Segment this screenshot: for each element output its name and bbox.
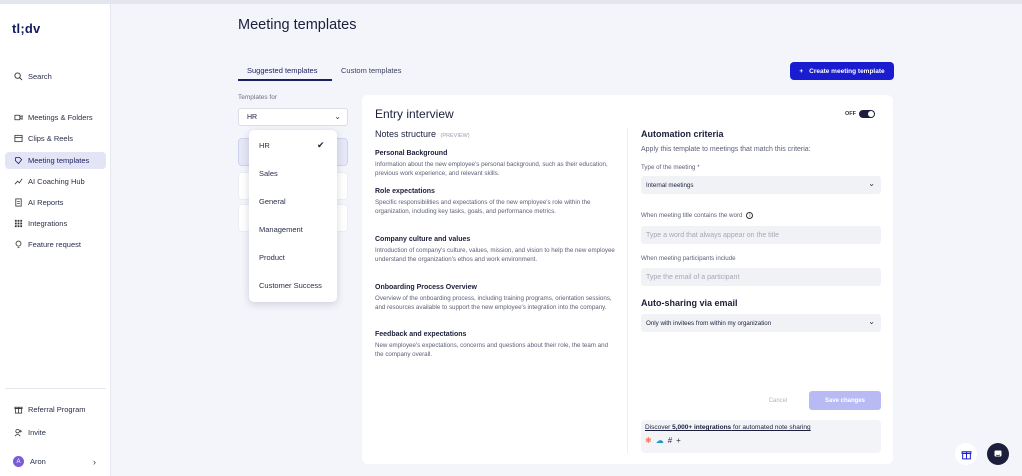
active-tab-indicator xyxy=(238,79,332,81)
toggle-switch[interactable] xyxy=(859,110,875,118)
title-contains-text: When meeting title contains the word xyxy=(641,212,743,219)
section-heading: Onboarding Process Overview xyxy=(375,284,477,291)
chevron-down-icon: ⌄ xyxy=(868,179,875,188)
integration-icons xyxy=(645,436,681,445)
sidebar-item-reports[interactable] xyxy=(5,194,106,211)
save-changes-button[interactable]: Save changes xyxy=(809,391,881,410)
title-contains-input[interactable]: Type a word that always appear on the title xyxy=(641,226,881,244)
sidebar-item-label: Feature request xyxy=(28,240,81,249)
template-toggle[interactable] xyxy=(845,110,875,118)
page-title: Meeting templates xyxy=(238,17,357,33)
create-template-button[interactable] xyxy=(790,62,894,80)
bulb-icon xyxy=(13,240,23,250)
clips-icon xyxy=(13,134,23,144)
chart-icon xyxy=(13,177,23,187)
sidebar-item-integrations[interactable] xyxy=(5,215,106,232)
user-name: Aron xyxy=(30,457,46,466)
sidebar-item-label: Meetings & Folders xyxy=(28,113,93,122)
sidebar-divider xyxy=(5,388,106,389)
report-icon xyxy=(13,198,23,208)
notes-structure-label: Notes structure xyxy=(375,129,437,139)
automation-subtitle: Apply this template to meetings that match this criteria: xyxy=(641,146,811,153)
meeting-type-label: Type of the meeting * xyxy=(641,164,700,171)
dropdown-option-hr[interactable]: HR xyxy=(259,141,270,150)
gift-icon[interactable] xyxy=(955,443,977,465)
auto-sharing-title: Auto-sharing via email xyxy=(641,298,738,308)
info-icon[interactable]: i xyxy=(746,212,753,219)
meeting-type-select[interactable] xyxy=(641,176,881,194)
sidebar-item-label: Referral Program xyxy=(28,405,86,414)
cancel-button[interactable]: Cancel xyxy=(768,397,788,404)
sidebar-item-label: Invite xyxy=(28,428,46,437)
chevron-right-icon: › xyxy=(93,456,96,467)
automation-title: Automation criteria xyxy=(641,129,724,139)
notes-structure-title xyxy=(375,129,470,139)
section-body: Specific responsibilities and expectations of the new employee's role within the organization, including key tasks, goals, and performance metrics. xyxy=(375,199,591,215)
chevron-down-icon: ⌄ xyxy=(334,112,341,121)
video-icon xyxy=(13,113,23,123)
chevron-down-icon: ⌄ xyxy=(868,317,875,326)
sidebar-item-label: Meeting templates xyxy=(28,156,90,165)
templates-for-select[interactable] xyxy=(238,108,348,126)
checkmark-icon: ✔ xyxy=(317,140,325,150)
dropdown-option-customer-success[interactable]: Customer Success xyxy=(259,281,322,290)
templates-for-label: Templates for xyxy=(238,94,278,101)
section-body: Information about the new employee's personal background, such as their education, previous work experience, and relevant skills. xyxy=(375,161,608,177)
search-label: Search xyxy=(28,72,52,81)
section-body: Introduction of company's culture, values, mission, and vision to help the new employee understand the organization's ethos and work environment. xyxy=(375,247,615,263)
hubspot-icon: ✱ xyxy=(645,436,652,445)
sidebar-item-label: AI Reports xyxy=(28,198,64,207)
sidebar xyxy=(0,4,111,476)
search-button[interactable] xyxy=(5,68,106,85)
auto-sharing-value: Only with invitees from within my organization xyxy=(646,319,772,327)
template-icon xyxy=(13,156,23,166)
integrations-suffix: for automated note sharing xyxy=(731,424,811,431)
participants-label: When meeting participants include xyxy=(641,255,736,262)
sidebar-item-templates[interactable] xyxy=(5,152,106,169)
invite-icon xyxy=(13,428,23,438)
title-contains-label xyxy=(641,212,753,219)
section-heading: Feedback and expectations xyxy=(375,331,467,338)
section-heading: Company culture and values xyxy=(375,236,471,243)
tab-custom-templates[interactable]: Custom templates xyxy=(341,66,402,75)
create-template-label: Create meeting template xyxy=(809,67,885,75)
gift-icon xyxy=(13,405,23,415)
sidebar-item-referral[interactable] xyxy=(5,401,106,418)
sidebar-item-label: AI Coaching Hub xyxy=(28,177,85,186)
section-heading: Role expectations xyxy=(375,188,435,195)
column-divider xyxy=(627,128,628,453)
section-body: Overview of the onboarding process, including training programs, orientation sessions, and resources available to support the new employee's integration into the company. xyxy=(375,295,612,311)
preview-tag: (PREVIEW) xyxy=(440,133,470,139)
sidebar-item-feature-request[interactable] xyxy=(5,236,106,253)
meeting-type-value: Internal meetings xyxy=(646,181,694,189)
template-title: Entry interview xyxy=(375,107,454,121)
user-menu[interactable] xyxy=(5,453,106,470)
integrations-prefix: Discover xyxy=(645,424,673,431)
sidebar-item-meetings[interactable] xyxy=(5,109,106,126)
plus-icon: + xyxy=(799,67,804,75)
avatar: A xyxy=(13,456,24,467)
dropdown-option-sales[interactable]: Sales xyxy=(259,169,278,178)
templates-for-dropdown xyxy=(249,130,337,302)
sidebar-item-clips[interactable] xyxy=(5,130,106,147)
sidebar-item-label: Clips & Reels xyxy=(28,134,74,143)
integrations-count: 5,000+ integrations xyxy=(672,424,732,431)
section-body: New employee's expectations, concerns and questions about their role, the team and the company overall. xyxy=(375,342,609,358)
dropdown-option-general[interactable]: General xyxy=(259,197,286,206)
plus-icon: + xyxy=(676,436,681,445)
slack-icon: # xyxy=(667,436,673,445)
participants-input[interactable]: Type the email of a participant xyxy=(641,268,881,286)
auto-sharing-select[interactable] xyxy=(641,314,881,332)
chat-icon[interactable] xyxy=(987,443,1009,465)
top-border xyxy=(0,0,1022,4)
sidebar-item-invite[interactable] xyxy=(5,424,106,441)
section-heading: Personal Background xyxy=(375,150,448,157)
sidebar-item-coaching[interactable] xyxy=(5,173,106,190)
dropdown-option-product[interactable]: Product xyxy=(259,253,285,262)
salesforce-icon: ☁ xyxy=(655,436,664,445)
grid-icon xyxy=(13,219,23,229)
selected-value: HR xyxy=(247,113,258,121)
dropdown-option-management[interactable]: Management xyxy=(259,225,303,234)
integrations-link[interactable] xyxy=(645,424,811,431)
sidebar-item-label: Integrations xyxy=(28,219,68,228)
toggle-label: OFF xyxy=(845,111,856,117)
search-icon xyxy=(13,72,23,82)
tab-suggested-templates[interactable]: Suggested templates xyxy=(247,66,318,75)
logo[interactable]: tl;dv xyxy=(12,21,41,36)
